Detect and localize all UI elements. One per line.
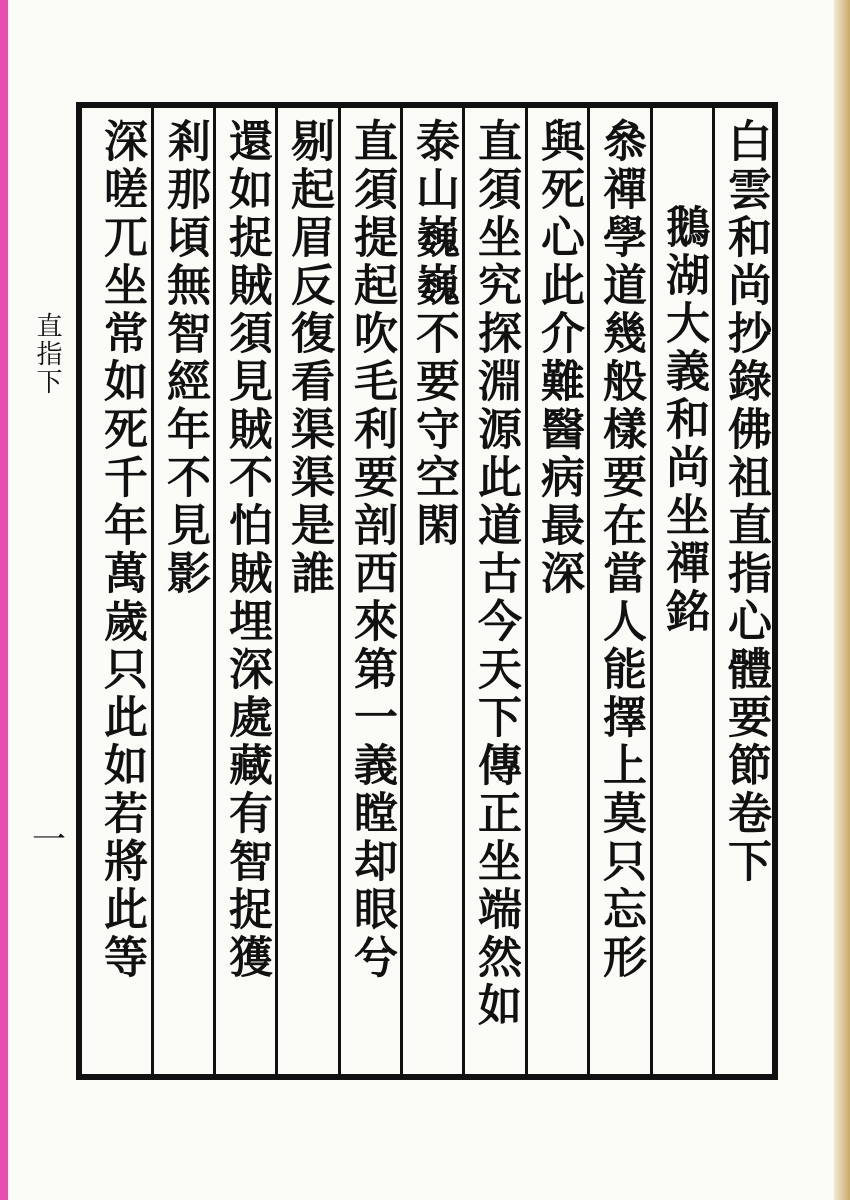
column-divider <box>275 108 278 1074</box>
column-divider <box>151 108 154 1074</box>
column-divider <box>338 108 341 1074</box>
column-divider <box>525 108 528 1074</box>
text-column: 叅禪學道幾般樣要在當人能擇上莫只忘形 <box>595 118 646 982</box>
text-column-subtitle: 鵝湖大義和尚坐禪銘 <box>658 204 709 636</box>
text-frame <box>76 102 778 1080</box>
column-divider <box>650 108 653 1074</box>
text-column: 直須提起吹毛利要剖西來第一義瞠却眼兮 <box>346 118 397 982</box>
text-column: 剎那頃無智經年不見影 <box>159 118 210 598</box>
text-column: 還如捉賊須見賊不怕賊埋深處藏有智捉獲 <box>221 118 272 982</box>
text-column: 剔起眉反復看渠渠是誰 <box>283 118 334 598</box>
scan-edge-left <box>0 0 8 1200</box>
text-column: 泰山巍巍不要守空閑 <box>408 118 459 550</box>
column-divider <box>587 108 590 1074</box>
text-column: 與死心此介難醫病最深 <box>533 118 584 598</box>
text-column: 直須坐究探淵源此道古今天下傳正坐端然如 <box>470 118 521 1030</box>
text-column: 深嗟兀坐常如死千年萬歲只此如若將此等 <box>96 118 147 982</box>
page-number: 一 <box>32 820 66 860</box>
column-divider <box>712 108 715 1074</box>
column-divider <box>213 108 216 1074</box>
margin-title: 直指下 <box>32 312 62 396</box>
column-divider <box>462 108 465 1074</box>
column-divider <box>400 108 403 1074</box>
scan-edge-right <box>834 0 850 1200</box>
book-page <box>10 0 834 1200</box>
text-column-title: 白雲和尚抄錄佛祖直指心體要節卷下 <box>720 118 771 886</box>
